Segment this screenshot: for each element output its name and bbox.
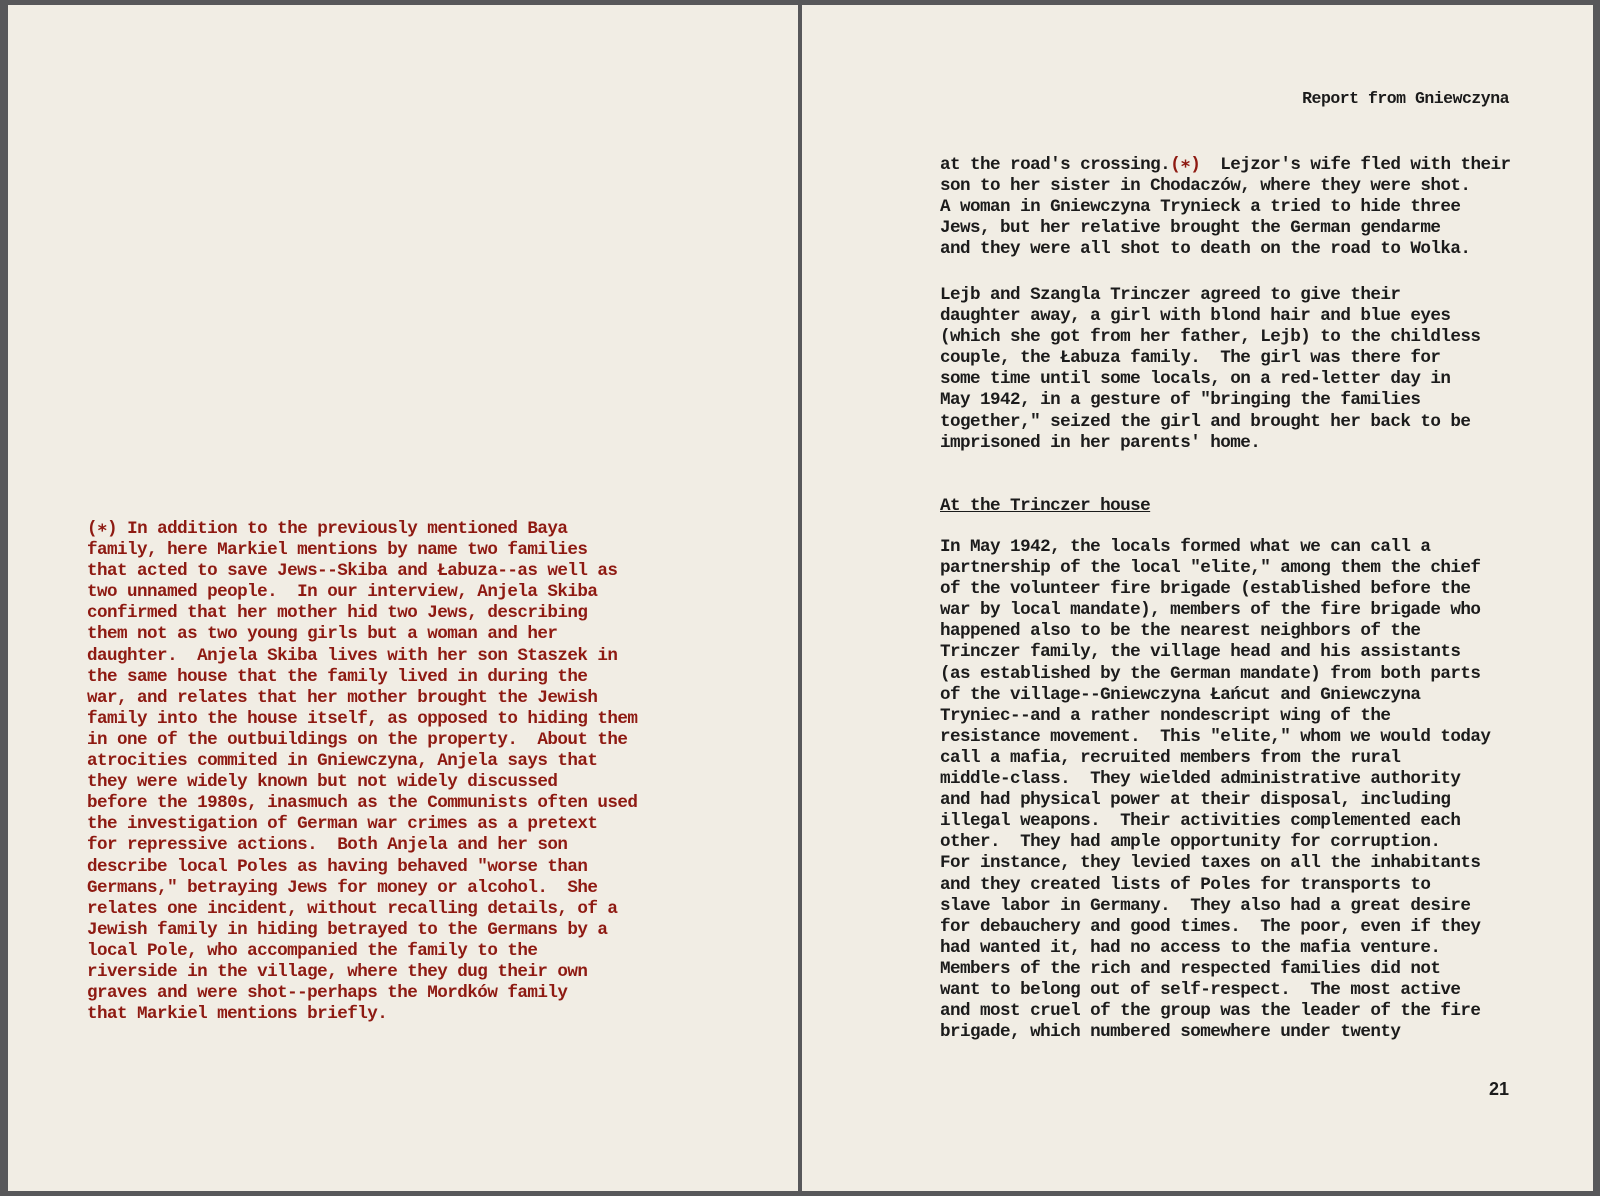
paragraph-line: of the village--Gniewczyna Łańcut and Gniewczyna	[940, 684, 1421, 705]
paragraph-line: and they created lists of Poles for transports to	[940, 874, 1431, 895]
paragraph	[940, 537, 1490, 1043]
paragraph-line: of the volunteer fire brigade (established before the	[940, 579, 1471, 600]
paragraph-line: for debauchery and good times. The poor, even if they	[940, 916, 1481, 937]
paragraph-text: Lejzor's wife fled with their	[1200, 155, 1511, 175]
footnote-line: that Markiel mentions briefly.	[87, 1004, 388, 1025]
paragraph-line: want to belong out of self-respect. The most active	[940, 979, 1461, 1000]
footnote-line: confirmed that her mother hid two Jews, describing	[87, 603, 588, 624]
paragraph-line: daughter away, a girl with blond hair and blue eyes	[940, 306, 1451, 327]
paragraph-line: illegal weapons. Their activities complemented each	[940, 811, 1461, 832]
paragraph	[940, 285, 1480, 454]
paragraph-line: middle-class. They wielded administrative authority	[940, 769, 1461, 790]
paragraph-line: Jews, but her relative brought the German gendarme	[940, 218, 1441, 239]
footnote-line: riverside in the village, where they dug their own	[87, 961, 588, 982]
footnote	[87, 519, 637, 1025]
footnote-line: the investigation of German war crimes as a pretext	[87, 814, 598, 835]
paragraph-line: In May 1942, the locals formed what we can call a	[940, 537, 1431, 557]
footnote-line: family into the house itself, as opposed to hiding them	[87, 708, 638, 729]
paragraph-line: war by local mandate), members of the fire brigade who	[940, 600, 1481, 621]
paragraph-line: and they were all shot to death on the road to Wolka.	[940, 239, 1471, 260]
footnote-line: they were widely known but not widely discussed	[87, 772, 558, 793]
paragraph-line: other. They had ample opportunity for corruption.	[940, 832, 1441, 853]
footnote-line: that acted to save Jews--Skiba and Łabuza--as well as	[87, 561, 618, 582]
footnote-line: (∗) In addition to the previously mentioned Baya	[87, 519, 568, 539]
paragraph-line: (which she got from her father, Lejb) to the childless	[940, 327, 1481, 348]
running-header: Report from Gniewczyna	[1302, 89, 1509, 108]
paragraph-line: A woman in Gniewczyna Trynieck a tried to hide three	[940, 197, 1461, 218]
paragraph-text: at the road's crossing.	[940, 155, 1171, 175]
paragraph-line: Members of the rich and respected families did not	[940, 958, 1441, 979]
footnote-line: Germans," betraying Jews for money or alcohol. She	[87, 877, 598, 898]
paragraph-line	[940, 155, 1511, 176]
paragraph-line: May 1942, in a gesture of "bringing the families	[940, 390, 1421, 411]
paragraph-line: and most cruel of the group was the leader of the fire	[940, 1001, 1481, 1022]
paragraph-line: Lejb and Szangla Trinczer agreed to give their	[940, 285, 1401, 305]
paragraph-line: had wanted it, had no access to the mafia venture.	[940, 937, 1441, 958]
paragraph-line: imprisoned in her parents' home.	[940, 432, 1261, 453]
footnote-line: family, here Markiel mentions by name two families	[87, 540, 588, 561]
footnote-line: atrocities commited in Gniewczyna, Anjela says that	[87, 751, 598, 772]
footnote-line: two unnamed people. In our interview, Anjela Skiba	[87, 582, 598, 603]
page-number: 21	[1488, 1079, 1509, 1099]
paragraph-line: For instance, they levied taxes on all the inhabitants	[940, 853, 1481, 874]
paragraph-line: and had physical power at their disposal, including	[940, 790, 1451, 811]
footnote-line: relates one incident, without recalling details, of a	[87, 898, 618, 919]
paragraph-line: happened also to be the nearest neighbors of the	[940, 621, 1421, 642]
footnote-line: before the 1980s, inasmuch as the Communists often used	[87, 793, 638, 814]
paragraph-line: slave labor in Germany. They also had a great desire	[940, 895, 1471, 916]
paragraph-line: call a mafia, recruited members from the rural	[940, 747, 1401, 768]
right-page	[802, 5, 1593, 1191]
paragraph-line: couple, the Łabuza family. The girl was there for	[940, 348, 1441, 369]
footnote-line: war, and relates that her mother brought the Jewish	[87, 687, 598, 708]
footnote-line: graves and were shot--perhaps the Mordków family	[87, 983, 568, 1004]
paragraph-line: partnership of the local "elite," among them the chief	[940, 558, 1481, 579]
left-page	[8, 5, 798, 1191]
footnote-marker: (∗)	[1170, 155, 1201, 175]
footnote-line: for repressive actions. Both Anjela and her son	[87, 835, 568, 856]
paragraph-line: together," seized the girl and brought her back to be	[940, 411, 1471, 432]
footnote-line: local Pole, who accompanied the family to the	[87, 940, 538, 961]
footnote-line: them not as two young girls but a woman and her	[87, 624, 558, 645]
paragraph-line: Trinczer family, the village head and his assistants	[940, 642, 1461, 663]
section-heading: At the Trinczer house	[940, 496, 1151, 516]
footnote-line: in one of the outbuildings on the property. About the	[87, 729, 628, 750]
footnote-line: the same house that the family lived in during the	[87, 666, 588, 687]
paragraph-line: resistance movement. This "elite," whom we would today	[940, 726, 1491, 747]
paragraph-line: Tryniec--and a rather nondescript wing of the	[940, 705, 1391, 726]
footnote-line: Jewish family in hiding betrayed to the Germans by a	[87, 919, 608, 940]
paragraph-line: some time until some locals, on a red-letter day in	[940, 369, 1451, 390]
footnote-line: describe local Poles as having behaved "worse than	[87, 856, 588, 877]
paragraph-line: brigade, which numbered somewhere under twenty	[940, 1022, 1401, 1043]
footnote-line: daughter. Anjela Skiba lives with her son Staszek in	[87, 645, 618, 666]
paragraph-line: son to her sister in Chodaczów, where they were shot.	[940, 176, 1471, 197]
paragraph-line: (as established by the German mandate) from both parts	[940, 663, 1481, 684]
paragraph	[940, 155, 1511, 260]
